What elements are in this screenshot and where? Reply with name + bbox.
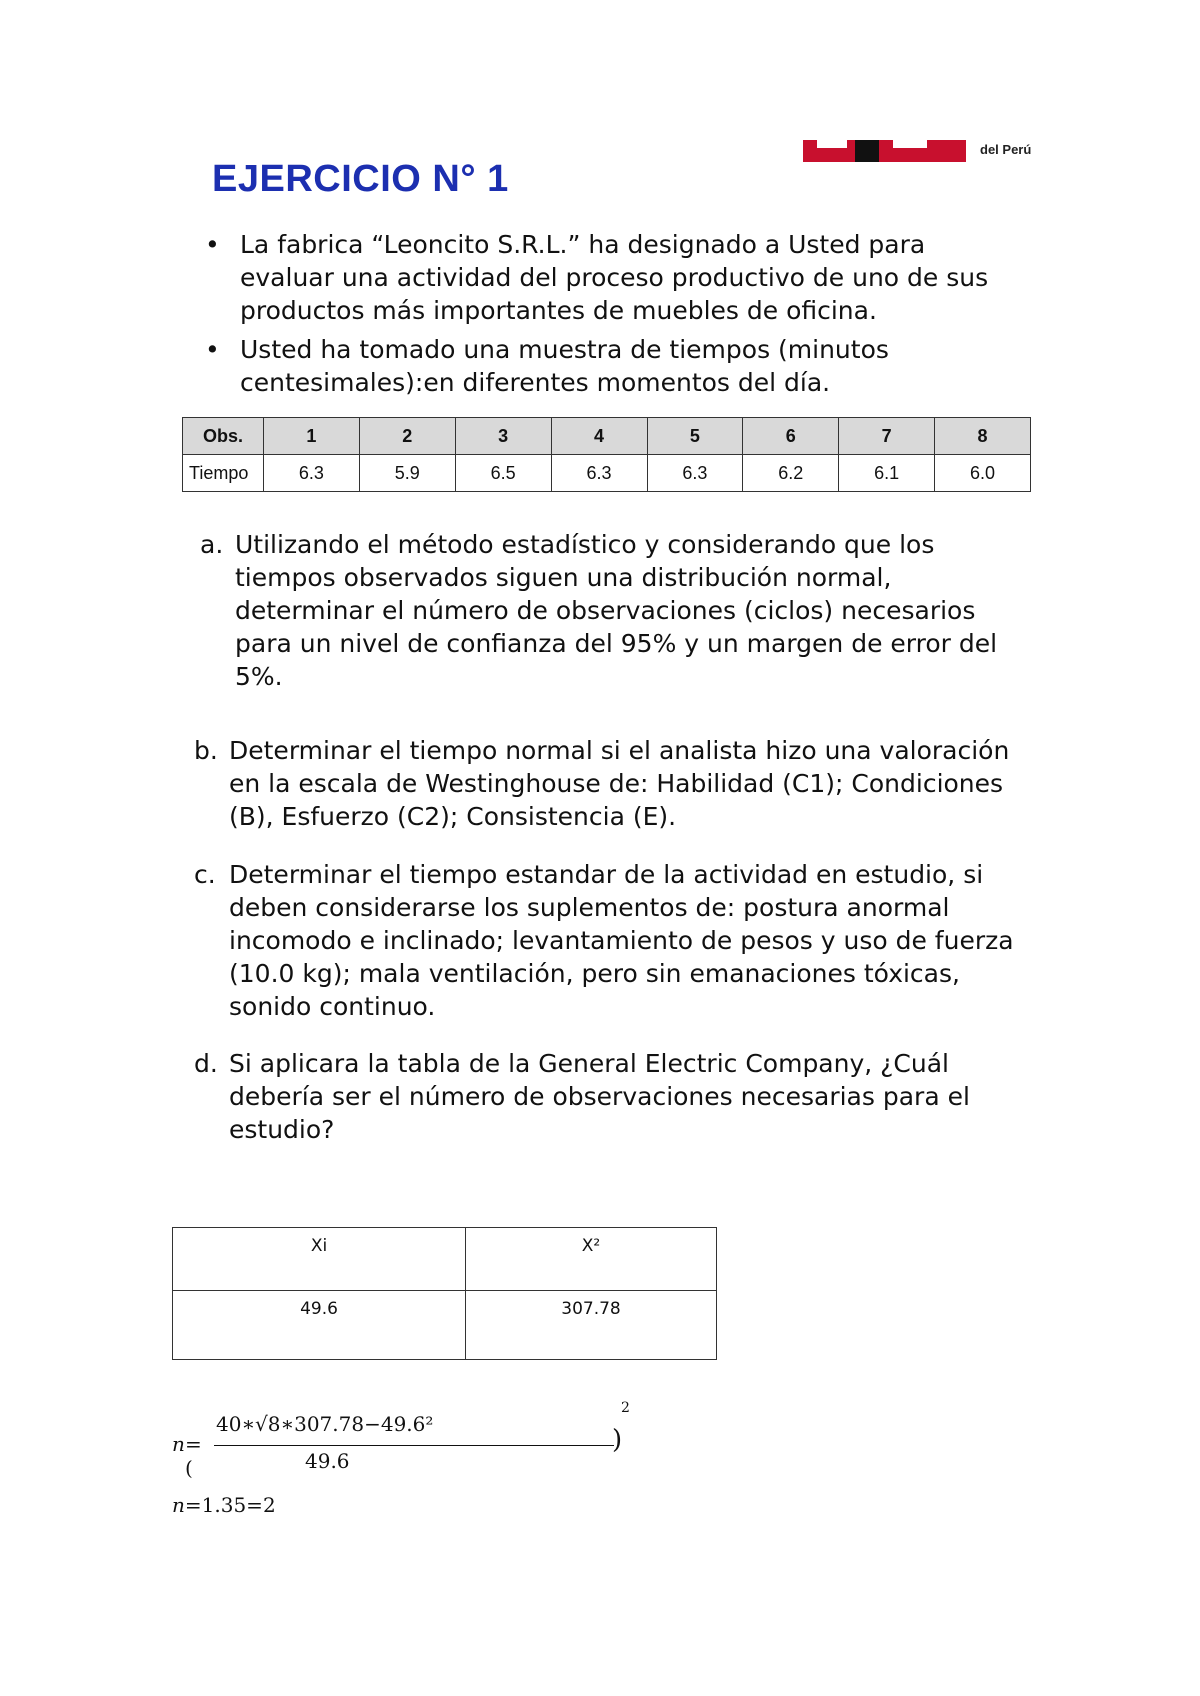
result-rhs: =1.35=2 [184,1493,276,1517]
question-label: b. [194,736,218,765]
observations-table [182,417,1031,492]
header-cell: 2 [359,418,455,455]
table-cell: 5.9 [359,455,455,492]
question-text: Determinar el tiempo estandar de la actividad en estudio, si deben considerarse los suplementos de: postura anormal incomodo e inclinado; levantamiento de pesos y uso de fuerza (10.0 kg); mala ventilación, pero sin emanaciones tóxicas, sonido continuo. [229,860,1014,1021]
table-cell: 6.0 [935,455,1031,492]
question-d [194,1047,1004,1146]
header-cell: X² [466,1228,717,1291]
bullet-text: Usted ha tomado una muestra de tiempos (minutos centesimales):en diferentes momentos del día. [240,335,889,397]
table-cell: 6.3 [647,455,743,492]
sums-table [172,1227,717,1360]
bullet-text: La fabrica “Leoncito S.R.L.” ha designado a Usted para evaluar una actividad del proceso productivo de uno de sus productos más importantes de muebles de oficina. [240,230,989,325]
fraction-line [214,1445,614,1446]
header-cell: 7 [839,418,935,455]
intro-bullets [205,228,1025,405]
header-cell: Obs. [183,418,264,455]
formula-close: ) [612,1425,623,1455]
logo-shape [817,140,847,148]
table-cell: 6.3 [264,455,360,492]
logo-shape [855,140,879,162]
header-cell: 4 [551,418,647,455]
formula-lhs: n [172,1432,185,1456]
table-cell: 6.5 [455,455,551,492]
table-header-row [183,418,1031,455]
formula-equals: =( [185,1432,202,1480]
question-b [194,734,1024,833]
formula-numerator: 40∗√8∗307.78−49.6² [216,1412,434,1436]
page-title: EJERCICIO N° 1 [212,158,509,200]
table-cell: 307.78 [466,1291,717,1360]
bullet-symbol: • [205,230,220,259]
table-cell: 6.3 [551,455,647,492]
formula-result [172,1493,276,1517]
table-row [183,455,1031,492]
bullet-item [205,333,1025,399]
header-cell: 6 [743,418,839,455]
question-label: a. [200,530,224,559]
table-row [173,1291,717,1360]
header-cell: Xi [173,1228,466,1291]
header-cell: 1 [264,418,360,455]
header-cell: 8 [935,418,1031,455]
table-cell: 6.1 [839,455,935,492]
question-c [194,858,1024,1023]
bullet-item [205,228,1025,327]
header-cell: 5 [647,418,743,455]
logo-text: del Perú [980,142,1032,157]
question-label: d. [194,1049,218,1078]
university-logo [803,140,966,162]
result-lhs: n [172,1493,185,1517]
question-text: Determinar el tiempo normal si el analista hizo una valoración en la escala de Westinghouse de: Habilidad (C1); Condiciones (B), Esfuerzo (C2); Consistencia (E). [229,736,1010,831]
bullet-symbol: • [205,335,220,364]
table-header-row [173,1228,717,1291]
logo-shape [893,140,927,148]
question-text: Utilizando el método estadístico y considerando que los tiempos observados siguen una distribución normal, determinar el número de observaciones (ciclos) necesarios para un nivel de confianza del 95% y un margen de error del 5%. [235,530,998,691]
formula-exponent: 2 [621,1400,630,1416]
question-a [200,528,1010,693]
formula-denominator: 49.6 [305,1449,350,1473]
header-cell: 3 [455,418,551,455]
row-label: Tiempo [183,455,264,492]
question-label: c. [194,860,216,889]
question-text: Si aplicara la tabla de la General Electric Company, ¿Cuál debería ser el número de observaciones necesarias para el estudio? [229,1049,970,1144]
table-cell: 49.6 [173,1291,466,1360]
table-cell: 6.2 [743,455,839,492]
